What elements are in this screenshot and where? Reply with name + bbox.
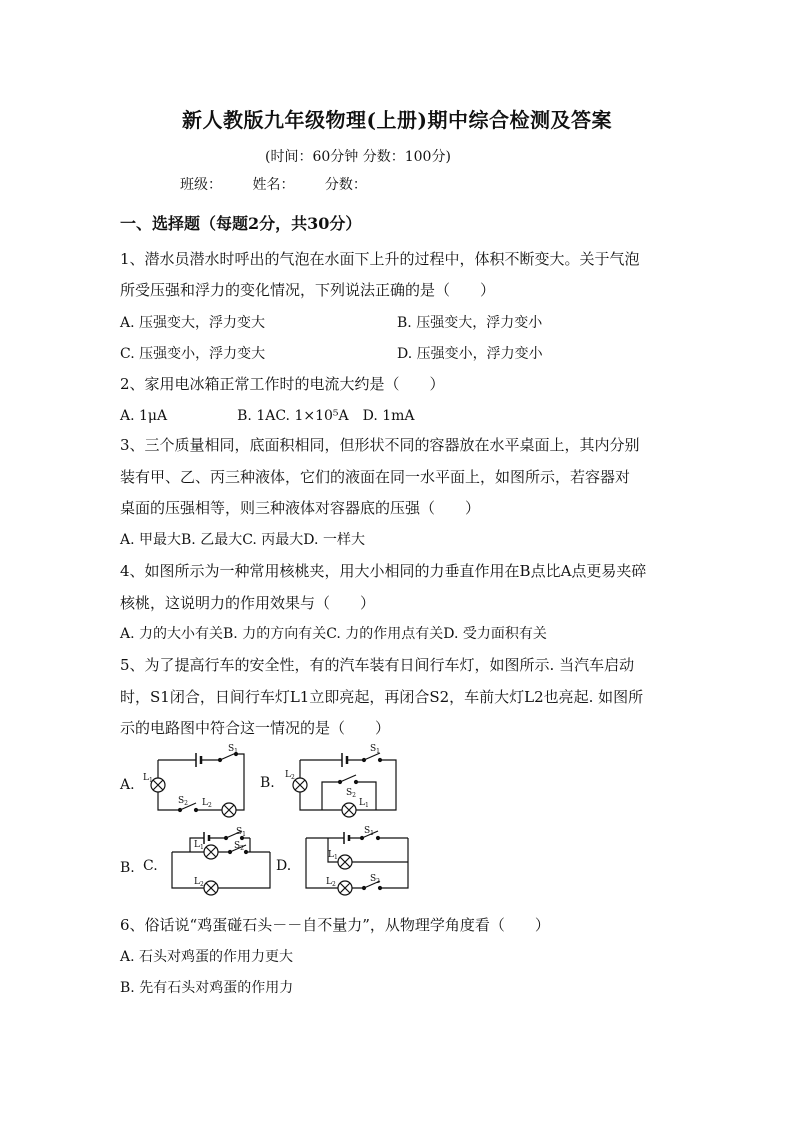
svg-text:L2: $L_2$ bbox=[194, 877, 204, 888]
exam-time-score: (时间：60分钟 分数：100分) bbox=[265, 149, 451, 165]
s1-label: $S_1$ bbox=[228, 744, 238, 755]
svg-text:S2: $S_2$ bbox=[370, 874, 380, 885]
svg-text:S2: $S_2$ bbox=[346, 788, 356, 799]
svg-text:S1: $S_1$ bbox=[236, 827, 246, 838]
circuit-diagram-d bbox=[298, 826, 416, 900]
q2-text: 2、家用电冰箱正常工作时的电流大约是（ ） bbox=[120, 375, 445, 393]
svg-text:L2: $L_2$ bbox=[326, 877, 336, 888]
circuit-a-label: A. bbox=[120, 777, 135, 793]
q3-options: A. 甲最大B. 乙最大C. 丙最大D. 一样大 bbox=[120, 532, 365, 548]
circuit-c-prefix-label: B. bbox=[120, 860, 135, 876]
q4-text-line1: 4、如图所示为一种常用核桃夹，用大小相同的力垂直作用在B点比A点更易夹碎 bbox=[120, 562, 647, 580]
q3-text-line1: 3、三个质量相同，底面积相同，但形状不同的容器放在水平桌面上，其内分别 bbox=[120, 436, 640, 454]
svg-text:S1: $S_1$ bbox=[364, 826, 374, 837]
q4-text-line2: 核桃，这说明力的作用效果与（ ） bbox=[120, 594, 376, 612]
svg-text:S2: $S_2$ bbox=[234, 841, 244, 852]
svg-text:S1: $S_1$ bbox=[370, 744, 380, 755]
q1-option-a: A. 压强变大，浮力变大 bbox=[120, 315, 266, 331]
q6-text: 6、俗话说“鸡蛋碰石头－－自不量力”，从物理学角度看（ ） bbox=[120, 916, 550, 934]
score-label: 分数： bbox=[324, 177, 367, 193]
q1-option-d: D. 压强变小，浮力变小 bbox=[397, 346, 543, 362]
student-info-line bbox=[180, 174, 393, 194]
q2-options: A. 1μA B. 1AC. 1×10⁵A D. 1mA bbox=[120, 408, 415, 424]
class-label: 班级： bbox=[180, 177, 222, 193]
q6-option-a: A. 石头对鸡蛋的作用力更大 bbox=[120, 949, 294, 965]
page-title: 新人教版九年级物理(上册)期中综合检测及答案 bbox=[182, 108, 612, 132]
circuit-diagram-c bbox=[160, 826, 278, 900]
name-label: 姓名： bbox=[252, 177, 295, 193]
q5-text-line3: 示的电路图中符合这一情况的是（ ） bbox=[120, 719, 391, 737]
circuit-d-label: D. bbox=[276, 858, 292, 874]
circuit-diagram-a bbox=[140, 742, 252, 822]
q6-option-b: B. 先有石头对鸡蛋的作用力 bbox=[120, 980, 294, 996]
svg-text:L1: $L_1$ bbox=[194, 840, 204, 851]
s2-label: $S_2$ bbox=[178, 796, 188, 807]
q4-options: A. 力的大小有关B. 力的方向有关C. 力的作用点有关D. 受力面积有关 bbox=[120, 626, 547, 642]
svg-text:L2: $L_2$ bbox=[285, 770, 295, 781]
q1-text-line1: 1、潜水员潜水时呼出的气泡在水面下上升的过程中，体积不断变大。关于气泡 bbox=[120, 250, 640, 268]
q5-text-line2: 时，S1闭合，日间行车灯L1立即亮起，再闭合S2，车前大灯L2也亮起. 如图所 bbox=[120, 688, 644, 706]
q1-text-line2: 所受压强和浮力的变化情况，下列说法正确的是（ ） bbox=[120, 281, 496, 299]
svg-text:L1: $L_1$ bbox=[359, 798, 369, 809]
q1-option-b: B. 压强变大，浮力变小 bbox=[397, 315, 543, 331]
q5-text-line1: 5、为了提高行车的安全性，有的汽车装有日间行车灯，如图所示. 当汽车启动 bbox=[120, 656, 635, 674]
section-heading: 一、选择题（每题2分，共30分） bbox=[120, 214, 362, 233]
q3-text-line3: 桌面的压强相等，则三种液体对容器底的压强（ ） bbox=[120, 499, 481, 517]
circuit-c-label: C. bbox=[143, 858, 158, 874]
q1-option-c: C. 压强变小，浮力变大 bbox=[120, 346, 266, 362]
q3-text-line2: 装有甲、乙、丙三种液体，它们的液面在同一水平面上，如图所示，若容器对 bbox=[120, 468, 631, 486]
l2-label: $L_2$ bbox=[202, 798, 212, 809]
circuit-b-label: B. bbox=[260, 775, 275, 791]
circuit-diagram-b bbox=[284, 742, 402, 822]
l1-label: $L_1$ bbox=[143, 773, 153, 784]
svg-text:L1: $L_1$ bbox=[328, 850, 338, 861]
